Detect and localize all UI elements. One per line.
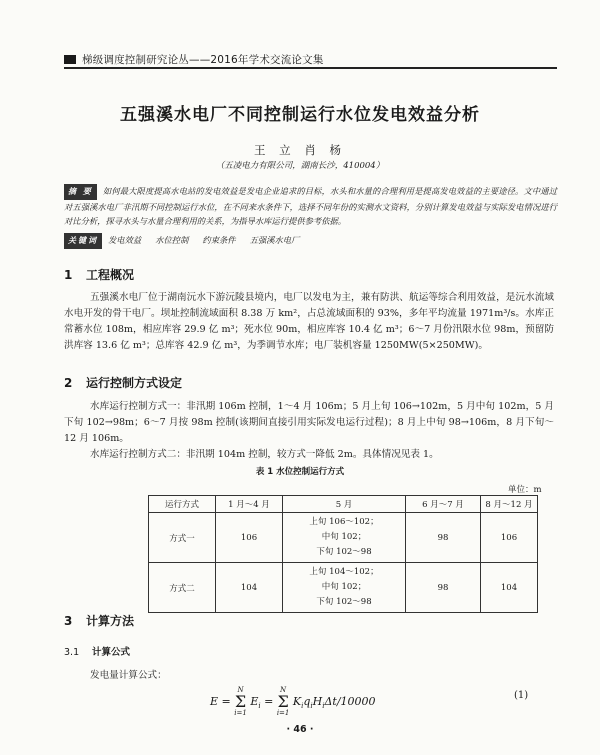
section-1-body — [64, 290, 554, 354]
table-cell-line: 中旬 102； — [321, 582, 367, 592]
section-title: 运行控制方式设定 — [86, 376, 183, 390]
table-cell-may — [283, 563, 406, 613]
keyword: 五强溪水电厂 — [249, 235, 300, 245]
sigma-icon: Σ — [277, 692, 289, 711]
paragraph: 水库运行控制方式二：非汛期 104m 控制，较方式一降低 2m。具体情况见表 1。 — [90, 449, 439, 460]
table-header-cell: 5 月 — [283, 496, 406, 513]
section-number: 3 — [64, 614, 73, 628]
table-cell: 104 — [216, 563, 283, 613]
keyword: 约束条件 — [202, 235, 236, 245]
energy-formula: E = N Σ i=1 $E_i$ = N Σ i=1 $K_iq_iH_i\Delta t/10000$ — [210, 686, 376, 717]
water-level-table — [148, 495, 538, 613]
keyword: 水位控制 — [155, 235, 189, 245]
abstract — [64, 184, 557, 228]
page-number: · 46 · — [286, 724, 314, 735]
formula-label: 发电量计算公式： — [90, 670, 167, 681]
table-caption: 表 1 水位控制运行方式 — [255, 467, 345, 477]
table-header-cell: 1 月～4 月 — [216, 496, 283, 513]
table-row — [149, 563, 538, 613]
table-row — [149, 513, 538, 563]
table-cell-line: 下旬 102～98 — [316, 597, 372, 607]
summation: N Σ i=1 — [234, 686, 247, 717]
table-cell-line: 上旬 104～102； — [309, 567, 379, 577]
section-number: 2 — [64, 376, 73, 390]
keyword: 发电效益 — [108, 235, 142, 245]
paper-authors: 王 立 肖 杨 — [254, 143, 346, 157]
section-3-heading — [64, 612, 134, 629]
table-header-cell: 运行方式 — [149, 496, 216, 513]
abstract-text: 如何最大限度提高水电站的发电效益是发电企业追求的目标，水头和水量的合理利用是提高发电效益的主要途径。文中通过对五强溪水电厂非汛期不同控制运行水位，在不同来水条件下，选择不同年份的实测水文资料，分别计算发电效益与实际发电情况进行对比分析，探寻水头与水量合理利用的关系，为指导水库运行提供参考依据。 — [64, 186, 557, 226]
table-cell: 方式二 — [149, 563, 216, 613]
table-cell-line: 下旬 102～98 — [316, 547, 372, 557]
table-cell-may — [283, 513, 406, 563]
summation: N Σ i=1 — [276, 686, 290, 717]
section-title: 工程概况 — [86, 268, 135, 282]
sigma-icon: Σ — [234, 692, 247, 711]
section-number: 1 — [64, 268, 73, 282]
keywords — [64, 233, 557, 249]
paper-affiliation: （五凌电力有限公司，湖南长沙，410004） — [215, 161, 385, 171]
running-header: 梯级调度控制研究论丛——2016年学术交流论文集 — [82, 54, 324, 66]
paper-title: 五强溪水电厂不同控制运行水位发电效益分析 — [120, 105, 480, 125]
paragraph: 五强溪水电厂位于湖南沅水下游沅陵县境内，电厂以发电为主，兼有防洪、航运等综合利用效益，是沅水流域水电开发的骨干电厂。坝址控制流域面积 8.38 万 km²，占总流域面积的 93%，多年平均流量 1971m³/s。水库正常蓄水位 108m，相应库容 29.9 亿 m³；死水位 90m，相应库容 10.4 亿 m³；6～7 月份汛限水位 98m，预留防洪库容 13.6 亿 m³；总库容 42.9 亿 m³，为季调节水库；电厂装机容量 1250MW(5×250MW)。 — [64, 292, 554, 351]
formula-lhs: E — [210, 695, 219, 708]
table-cell: 98 — [406, 563, 481, 613]
keywords-tag: 关键词 — [64, 233, 102, 249]
abstract-tag: 摘 要 — [64, 184, 97, 200]
table-header-cell: 6 月～7 月 — [406, 496, 481, 513]
section-1-heading — [64, 266, 134, 283]
header-rule — [64, 67, 557, 69]
table-header-row — [149, 496, 538, 513]
equation-number: (1) — [514, 690, 529, 701]
section-title: 计算方法 — [86, 614, 135, 628]
table-cell: 106 — [481, 513, 538, 563]
subsection-heading — [64, 644, 130, 658]
section-2-heading — [64, 374, 182, 391]
table-cell: 方式一 — [149, 513, 216, 563]
paragraph: 水库运行控制方式一：非汛期 106m 控制，1～4 月 106m；5 月上旬 106→102m，5 月中旬 102m，5 月下旬 102→98m；6～7 月按 98m 控制(该期间直接引用实际发电运行过程)；8 月上中旬 98→106m，8 月下旬～12 月 106m。 — [64, 401, 554, 444]
header-marker — [64, 55, 76, 64]
table-cell: 104 — [481, 563, 538, 613]
subsection-number: 3.1 — [64, 647, 80, 658]
table-cell: 98 — [406, 513, 481, 563]
table-cell-line: 上旬 106～102； — [309, 517, 379, 527]
subsection-title: 计算公式 — [92, 647, 131, 658]
table-unit: 单位：m — [508, 485, 542, 495]
table-header-cell: 8 月～12 月 — [481, 496, 538, 513]
table-cell-line: 中旬 102； — [321, 532, 367, 542]
section-2-body — [64, 399, 554, 463]
table-cell: 106 — [216, 513, 283, 563]
